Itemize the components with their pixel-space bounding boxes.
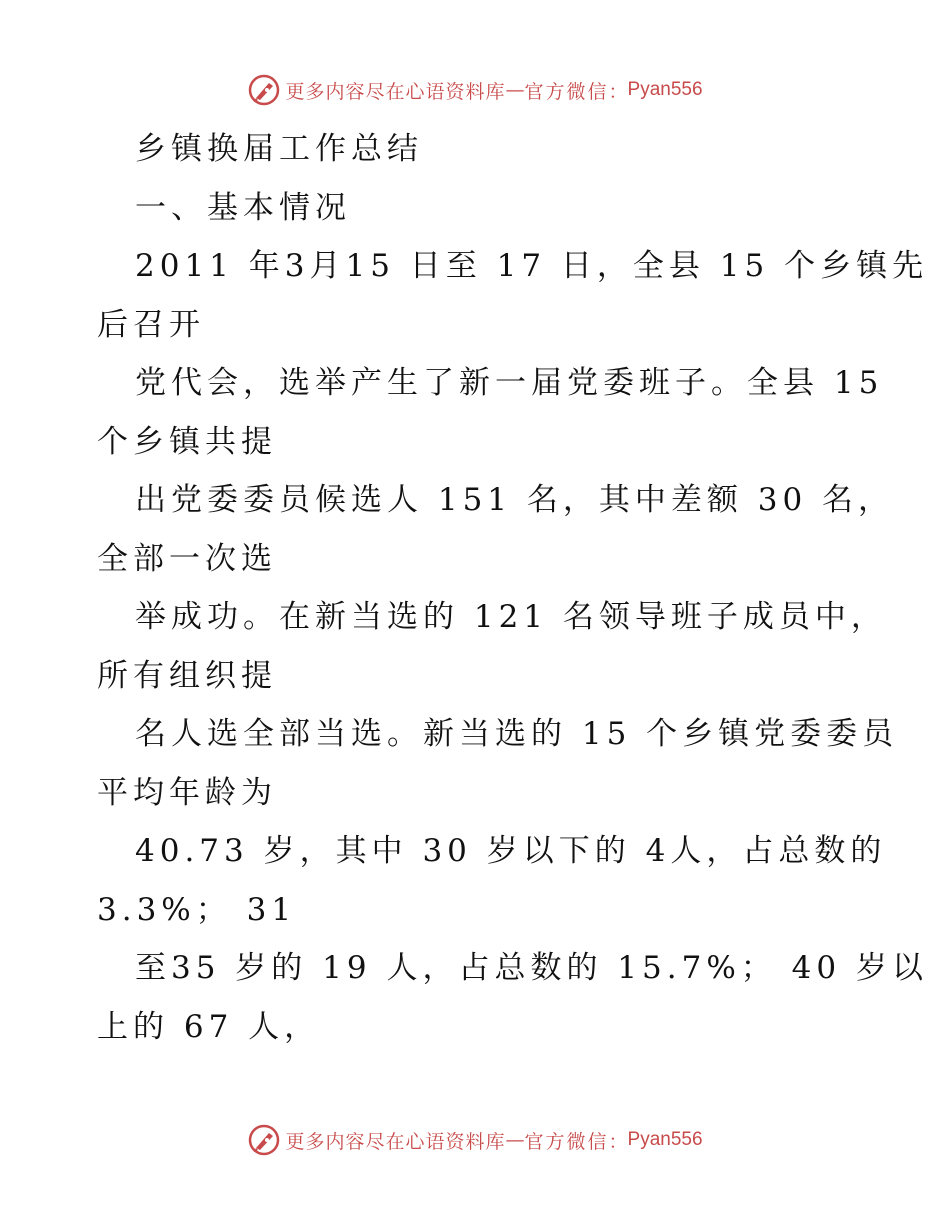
footer-watermark — [0, 1120, 950, 1160]
text-line: 上的 67 人， — [97, 1008, 321, 1045]
header-watermark — [0, 70, 950, 110]
watermark-colon: ： — [608, 80, 628, 103]
text-line: 2011 年3月15 日至 17 日，全县 15 个乡镇先 — [135, 248, 929, 284]
text-line: 平均年龄为 — [97, 774, 277, 811]
text-line: 名人选全部当选。新当选的 15 个乡镇党委委员 — [135, 716, 899, 752]
text-line: 后召开 — [97, 306, 205, 343]
watermark-wechat-label: 官方微信 — [524, 80, 609, 103]
pen-logo-icon — [247, 1123, 281, 1157]
text-line: 党代会，选举产生了新一届党委班子。全县 15 — [135, 365, 884, 401]
text-line: 出党委委员候选人 151 名，其中差额 30 名， — [135, 482, 895, 518]
text-line: 全部一次选 — [97, 540, 277, 577]
watermark-wechat-label: 官方微信 — [524, 1130, 609, 1153]
watermark-separator: — — [505, 1129, 525, 1151]
watermark-text: 更多内容尽在心语资料库 — [285, 1130, 506, 1153]
watermark-wechat-id: Pyan556 — [627, 1129, 703, 1150]
text-line: 一、基本情况 — [135, 189, 351, 226]
watermark-text: 更多内容尽在心语资料库 — [285, 80, 506, 103]
text-line: 3.3%； 31 — [97, 891, 297, 928]
text-line: 至35 岁的 19 人，占总数的 15.7%； 40 岁以 — [135, 950, 928, 986]
watermark-colon: ： — [608, 1130, 628, 1153]
text-line: 个乡镇共提 — [97, 423, 277, 460]
text-line: 所有组织提 — [97, 657, 277, 694]
text-line: 举成功。在新当选的 121 名领导班子成员中， — [135, 599, 887, 635]
watermark-wechat-id: Pyan556 — [627, 79, 703, 100]
document-title: 乡镇换届工作总结 — [135, 131, 423, 167]
watermark-separator: — — [505, 79, 525, 101]
document-body — [97, 120, 929, 1056]
text-line: 40.73 岁，其中 30 岁以下的 4人，占总数的 — [135, 833, 887, 869]
pen-logo-icon — [247, 73, 281, 107]
